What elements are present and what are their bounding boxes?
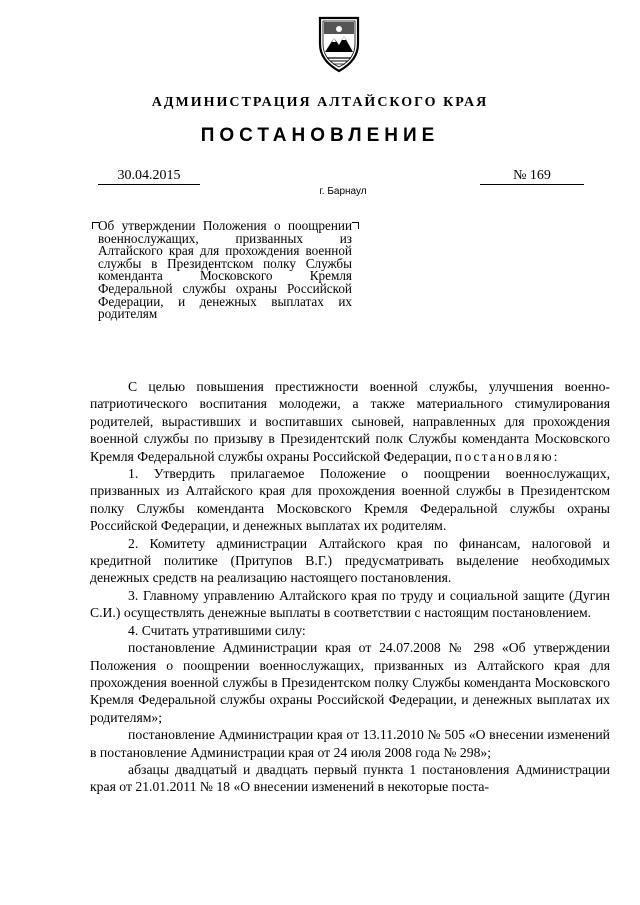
preamble-text: С целью повышения престижности военной службы, улучшения военно-патриотического воспитания молодежи, а также материального стимулирования родителей, вырастивших и воспитавших сыновей, направленных для прохождения военной службы по призыву в Президентский полк Службы коменданта Московского Кремля Федеральной службы охраны Российской Федерации, (90, 379, 610, 464)
subject-corner-right (352, 222, 359, 229)
preamble-keyword: постановляю: (455, 448, 560, 464)
preamble-paragraph (90, 378, 610, 465)
item-3: 3. Главному управлению Алтайского края по труду и социальной защите (Дугин С.И.) осуществлять денежные выплаты в соответствии с настоящим постановлением. (90, 587, 610, 621)
document-city: г. Барнаул (319, 186, 367, 197)
item-1: 1. Утвердить прилагаемое Положение о поощрении военнослужащих, призванных из Алтайского края для прохождения военной службы в Президентском полку Службы коменданта Московского Кремля Федеральной службы охраны Российской Федерации, и денежных выплатах их родителям. (90, 466, 610, 534)
item-4-sub-2: постановление Администрации края от 13.11.2010 № 505 «О внесении изменений в постановление Администрации края от 24 июля 2008 года № 298»; (90, 727, 610, 760)
document-number: № 169 (480, 168, 584, 185)
document-date: 30.04.2015 (98, 168, 200, 185)
altai-coat-of-arms-icon (314, 14, 364, 74)
document-subject: Об утверждении Положения о поощрении военнослужащих, призванных из Алтайского края для прохождения военной службы в Президентском полку Службы коменданта Московского Кремля Федеральной службы охраны Российской Федерации, и денежных выплатах их родителям (98, 218, 352, 322)
document-type: ПОСТАНОВЛЕНИЕ (200, 125, 440, 146)
organization-title: АДМИНИСТРАЦИЯ АЛТАЙСКОГО КРАЯ (151, 95, 489, 110)
item-4: 4. Считать утратившими силу: (128, 622, 306, 638)
item-2: 2. Комитету администрации Алтайского края по финансам, налоговой и кредитной политике (Притупов В.Г.) предусматривать выделение необходимых денежных средств на реализацию настоящего постановления. (90, 535, 610, 586)
document-body (90, 378, 610, 796)
item-4-sub-3: абзацы двадцатый и двадцать первый пункта 1 постановления Администрации края от 21.01.2011 № 18 «О внесении изменений в некоторые поста- (90, 761, 610, 795)
item-4-sub-1: постановление Администрации края от 24.07.2008 № 298 «Об утверждении Положения о поощрении военнослужащих, призванных из Алтайского края для прохождения военной службы в Президентском полку Службы коменданта Московского Кремля Федеральной службы охраны Российской Федерации, и денежных выплатах их родителям»; (90, 640, 610, 725)
